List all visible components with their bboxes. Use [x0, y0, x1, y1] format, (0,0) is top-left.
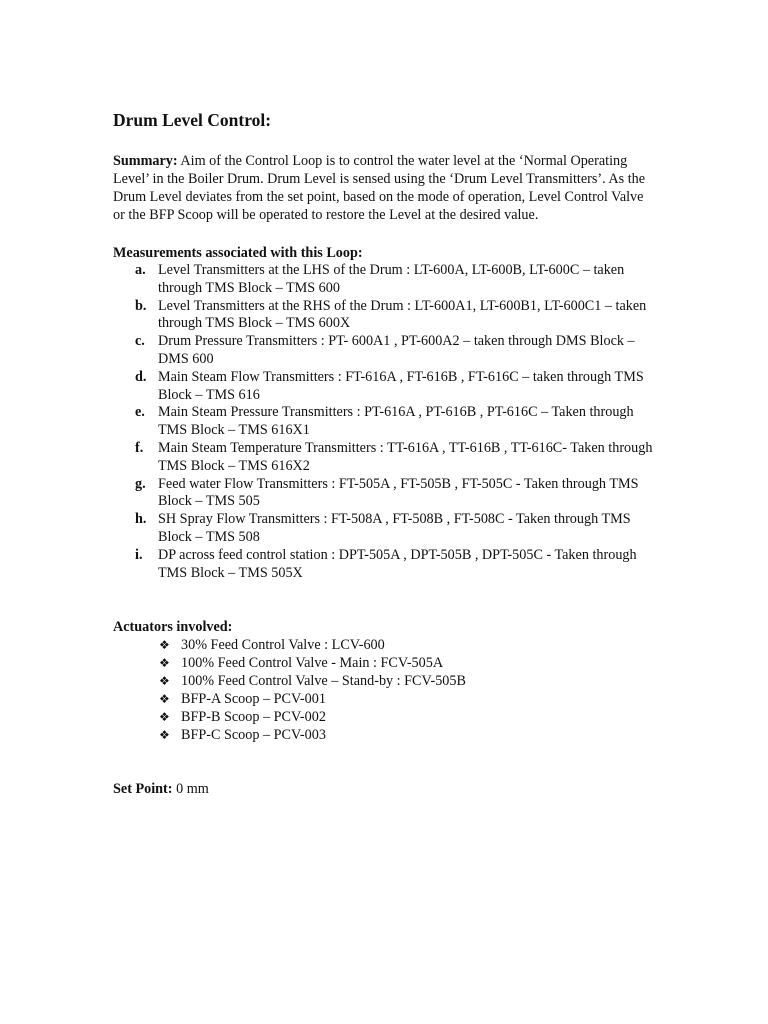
list-item	[113, 298, 658, 334]
list-item-text: Level Transmitters at the LHS of the Drum : LT-600A, LT-600B, LT-600C – taken through TMS Block – TMS 600	[158, 262, 625, 296]
list-item-text: 100% Feed Control Valve - Main : FCV-505A	[181, 655, 444, 672]
list-item-text: Main Steam Flow Transmitters : FT-616A , FT-616B , FT-616C – taken through TMS Block – TMS 616	[158, 368, 644, 403]
list-marker: b.	[135, 297, 147, 314]
diamond-bullet-icon: ❖	[159, 656, 170, 671]
list-item-text: BFP-C Scoop – PCV-003	[181, 727, 326, 744]
list-item-text: Feed water Flow Transmitters : FT-505A , FT-505B , FT-505C - Taken through TMS Block – TMS 505	[158, 475, 639, 510]
set-point	[113, 780, 658, 798]
set-point-label: Set Point:	[113, 781, 173, 798]
list-item-text: 30% Feed Control Valve : LCV-600	[181, 637, 385, 654]
measurements-heading: Measurements associated with this Loop:	[113, 245, 363, 261]
list-marker: a.	[135, 262, 146, 278]
diamond-bullet-icon: ❖	[159, 674, 170, 689]
list-item	[113, 636, 658, 654]
list-item	[113, 654, 658, 672]
list-item-text: 100% Feed Control Valve – Stand-by : FCV-505B	[181, 673, 466, 690]
list-marker: f.	[135, 439, 144, 456]
set-point-value: 0 mm	[172, 781, 209, 798]
diamond-bullet-icon: ❖	[159, 728, 170, 743]
list-item-text: DP across feed control station : DPT-505A , DPT-505B , DPT-505C - Taken through TMS Block – TMS 505X	[158, 546, 637, 581]
list-marker: g.	[135, 475, 146, 492]
list-item	[113, 547, 658, 583]
measurements-list	[113, 262, 658, 582]
summary-paragraph	[113, 152, 658, 224]
list-item-text: BFP-B Scoop – PCV-002	[181, 709, 326, 726]
list-item	[113, 708, 658, 726]
list-item-text: BFP-A Scoop – PCV-001	[181, 691, 326, 708]
list-item	[113, 404, 658, 440]
list-item	[113, 440, 658, 476]
list-item	[113, 672, 658, 690]
list-item-text: Level Transmitters at the RHS of the Drum : LT-600A1, LT-600B1, LT-600C1 – taken through TMS Block – TMS 600X	[158, 297, 647, 332]
document-title: Drum Level Control:	[113, 110, 272, 130]
diamond-bullet-icon: ❖	[159, 692, 170, 707]
list-item-text: Drum Pressure Transmitters : PT- 600A1 , PT-600A2 – taken through DMS Block – DMS 600	[158, 333, 635, 367]
list-item	[113, 369, 658, 405]
actuators-heading: Actuators involved:	[113, 619, 233, 636]
list-marker: h.	[135, 511, 147, 528]
section-spacer	[113, 582, 658, 618]
section-spacer	[113, 744, 658, 780]
list-marker: e.	[135, 404, 145, 421]
list-marker: d.	[135, 368, 147, 385]
list-item	[113, 690, 658, 708]
list-item-text: SH Spray Flow Transmitters : FT-508A , FT-508B , FT-508C - Taken through TMS Block – TMS 508	[158, 511, 631, 545]
diamond-bullet-icon: ❖	[159, 638, 170, 653]
list-item	[113, 262, 658, 298]
actuators-list	[113, 636, 658, 744]
diamond-bullet-icon: ❖	[159, 710, 170, 725]
list-item	[113, 726, 658, 744]
list-marker: c.	[135, 333, 145, 350]
list-item-text: Main Steam Temperature Transmitters : TT-616A , TT-616B , TT-616C- Taken through TMS Block – TMS 616X2	[158, 439, 653, 474]
list-item	[113, 511, 658, 547]
list-marker: i.	[135, 546, 143, 563]
document-page	[113, 108, 658, 798]
list-item	[113, 476, 658, 512]
summary-text: Aim of the Control Loop is to control the water level at the ‘Normal Operating Level’ in the Boiler Drum. Drum Level is sensed using the ‘Drum Level Transmitters’. As the Drum Level deviates from the set point, based on the mode of operation, Level Control Valve or the BFP Scoop will be operated to restore the Level at the desired value.	[113, 153, 646, 223]
list-item-text: Main Steam Pressure Transmitters : PT-616A , PT-616B , PT-616C – Taken through TMS Block – TMS 616X1	[158, 404, 634, 439]
summary-label: Summary:	[113, 153, 178, 169]
list-item	[113, 333, 658, 369]
